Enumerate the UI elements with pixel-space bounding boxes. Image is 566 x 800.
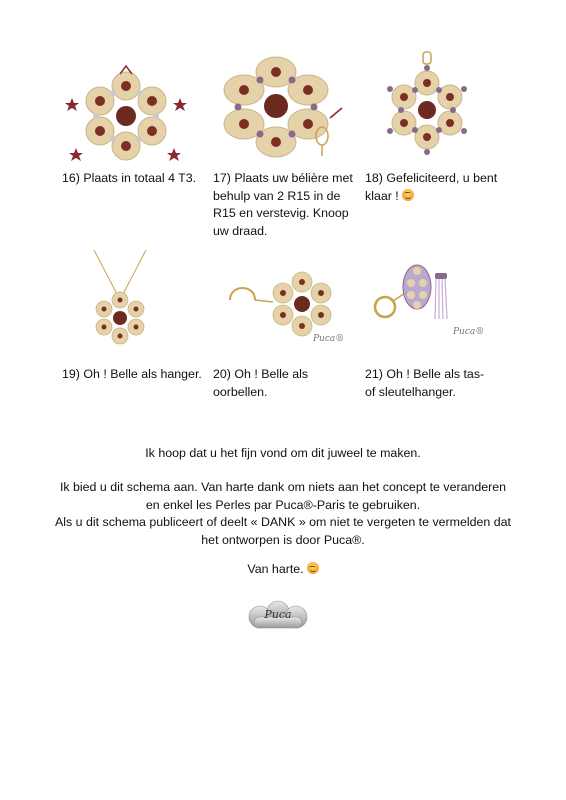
- step-16-caption: 16) Plaats in totaal 4 T3.: [62, 171, 197, 185]
- step-21-image: [365, 255, 485, 350]
- smiling-face-icon: [307, 562, 319, 574]
- step-21-caption: 21) Oh ! Belle als tas- of sleutelhanger.: [365, 367, 485, 399]
- logo-text: Puca: [264, 608, 292, 621]
- step-20-image: [225, 268, 345, 348]
- closing-para-line-4: het ontworpen is door Puca®.: [201, 532, 365, 547]
- step-19-image: [80, 248, 160, 348]
- pendant-step-16-illustration: [62, 60, 192, 170]
- step-16-image: [62, 60, 192, 170]
- step-18-image: [372, 50, 482, 165]
- step-20-caption: 20) Oh ! Belle als oorbellen.: [213, 367, 309, 399]
- closing-para-line-2: en enkel les Perles par Puca®-Paris te gebruiken.: [145, 497, 421, 512]
- pendant-necklace-illustration: [80, 248, 160, 348]
- closing-line-1: Ik hoop dat u het fijn vond om dit juweel te maken.: [145, 446, 421, 460]
- pendant-step-17-illustration: [210, 48, 355, 173]
- step-17-caption: 17) Plaats uw bélière met behulp van 2 R15 in de R15 en verstevig. Knoop uw draad.: [213, 171, 353, 238]
- closing-para-line-3: Als u dit schema publiceert of deelt « DANK » om niet te vergeten te vermelden dat: [55, 515, 511, 529]
- puca-logo: [246, 600, 310, 630]
- signoff: Van harte.: [0, 561, 566, 579]
- smiling-face-icon: [402, 189, 414, 201]
- step-17-image: [210, 48, 355, 173]
- watermark-20: Puca®: [313, 334, 345, 344]
- step-18-caption: 18) Gefeliciteerd, u bent klaar !: [365, 171, 498, 203]
- step-19-caption: 19) Oh ! Belle als hanger.: [62, 367, 202, 381]
- pendant-step-18-illustration: [372, 50, 482, 165]
- closing-paragraph: [0, 479, 566, 549]
- closing-para-line-1: Ik bied u dit schema aan. Van harte dank om niets aan het concept te veranderen: [59, 480, 507, 494]
- watermark-21: Puca®: [453, 327, 485, 337]
